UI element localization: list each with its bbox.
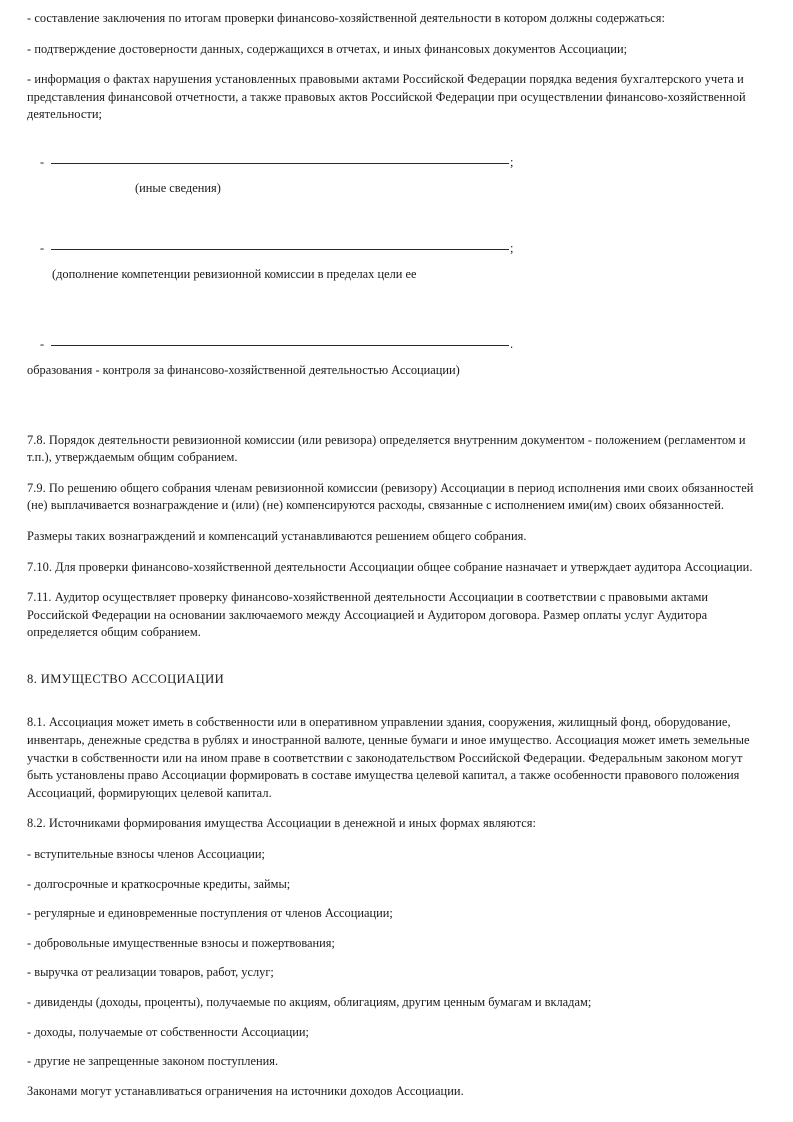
spacer bbox=[27, 655, 765, 671]
closing-note: Законами могут устанавливаться ограничения на источники доходов Ассоциации. bbox=[27, 1083, 464, 1098]
fill-in-terminator: ; bbox=[510, 154, 514, 169]
list-item: - регулярные и единовременные поступления от членов Ассоциации; bbox=[27, 906, 393, 921]
list-item: - другие не запрещенные законом поступления. bbox=[27, 1054, 279, 1069]
fill-in-blank-line[interactable] bbox=[51, 333, 509, 346]
spacer bbox=[27, 283, 765, 309]
clause-7-10: 7.10. Для проверки финансово-хозяйственной деятельности Ассоциации общее собрание назначает и утверждает аудитора Ассоциации. bbox=[27, 559, 753, 574]
spacer bbox=[27, 309, 765, 335]
spacer bbox=[27, 380, 765, 406]
caption-extra-competence: (дополнение компетенции ревизионной комиссии в пределах цели ее bbox=[52, 266, 417, 281]
spacer bbox=[27, 354, 765, 362]
paragraph-audit-conclusion: - составление заключения по итогам проверки финансово-хозяйственной деятельности в котором должны содержаться: bbox=[27, 11, 666, 25]
spacer bbox=[27, 172, 765, 180]
caption-other-info: (иные сведения) bbox=[135, 180, 221, 195]
clause-7-8: 7.8. Порядок деятельности ревизионной комиссии (или ревизора) определяется внутренним документом - положением (регламентом и т.п.), утверждаемым общим собранием. bbox=[27, 432, 746, 465]
spacer bbox=[27, 688, 765, 714]
clause-8-1: 8.1. Ассоциация может иметь в собственности или в оперативном управлении здания, сооружения, жилищный фонд, оборудование, инвентарь, денежные средства в рублях и иностранной валюте, ценные бумаги и иное имущество. Ассоциация может иметь земельные участки в собственности или на ином праве в соответствии с законодательством Российской Федерации. Федеральным законом могут быть установлены право Ассоциации формировать в составе имущества целевой капитал, а также особенности правового положения Ассоциаций, формирующих целевой капитал. bbox=[27, 715, 750, 800]
spacer bbox=[27, 258, 765, 266]
fill-in-terminator: ; bbox=[510, 241, 514, 256]
fill-in-dash: - bbox=[40, 241, 45, 256]
fill-in-dash: - bbox=[40, 337, 45, 352]
fill-in-row-other-info[interactable] bbox=[27, 153, 765, 172]
paragraph-data-confirmation: - подтверждение достоверности данных, содержащихся в отчетах, и иных финансовых документов Ассоциации; bbox=[27, 41, 628, 56]
fill-in-row-extra-competence[interactable] bbox=[27, 239, 765, 258]
fill-in-blank-line[interactable] bbox=[51, 151, 509, 164]
list-item: - вступительные взносы членов Ассоциации; bbox=[27, 847, 265, 862]
clause-7-9-note: Размеры таких вознаграждений и компенсаций устанавливаются решением общего собрания. bbox=[27, 528, 527, 543]
section-heading-8: 8. ИМУЩЕСТВО АССОЦИАЦИИ bbox=[27, 671, 225, 686]
list-item: - выручка от реализации товаров, работ, услуг; bbox=[27, 965, 274, 980]
fill-in-terminator: . bbox=[510, 337, 514, 352]
list-item: - добровольные имущественные взносы и пожертвования; bbox=[27, 935, 335, 950]
clause-8-2: 8.2. Источниками формирования имущества Ассоциации в денежной и иных формах являются: bbox=[27, 816, 536, 831]
list-item: - доходы, получаемые от собственности Ассоциации; bbox=[27, 1024, 309, 1039]
spacer bbox=[27, 406, 765, 432]
fill-in-dash: - bbox=[40, 154, 45, 169]
list-item: - дивиденды (доходы, проценты), получаемые по акциям, облигациям, другим ценным бумагам и вкладам; bbox=[27, 995, 592, 1009]
fill-in-blank-line[interactable] bbox=[51, 237, 509, 250]
paragraph-violation-info: - информация о фактах нарушения установленных правовыми актами Российской Федерации порядка ведения бухгалтерского учета и представления финансовой отчетности, а также правовых актов Российской Федерации при осуществлении финансово-хозяйственной деятельности; bbox=[27, 72, 746, 122]
clause-7-11: 7.11. Аудитор осуществляет проверку финансово-хозяйственной деятельности Ассоциации в соответствии с правовыми актами Российской Федерации на основании заключаемого между Ассоциацией и Аудитором договора. Размер оплаты услуг Аудитора определяется общим собранием. bbox=[27, 590, 709, 640]
fill-in-row-education-control[interactable] bbox=[27, 335, 765, 354]
caption-education-control: образования - контроля за финансово-хозяйственной деятельностью Ассоциации) bbox=[27, 362, 460, 377]
spacer bbox=[27, 197, 765, 223]
clause-7-9: 7.9. По решению общего собрания членам ревизионной комиссии (ревизору) Ассоциации в период исполнения ими своих обязанностей (не) выплачивается вознаграждение и (или) (не) компенсируются расходы, связанные с исполнением ими(им) своих обязанностей. bbox=[27, 480, 754, 513]
list-item: - долгосрочные и краткосрочные кредиты, займы; bbox=[27, 876, 291, 891]
